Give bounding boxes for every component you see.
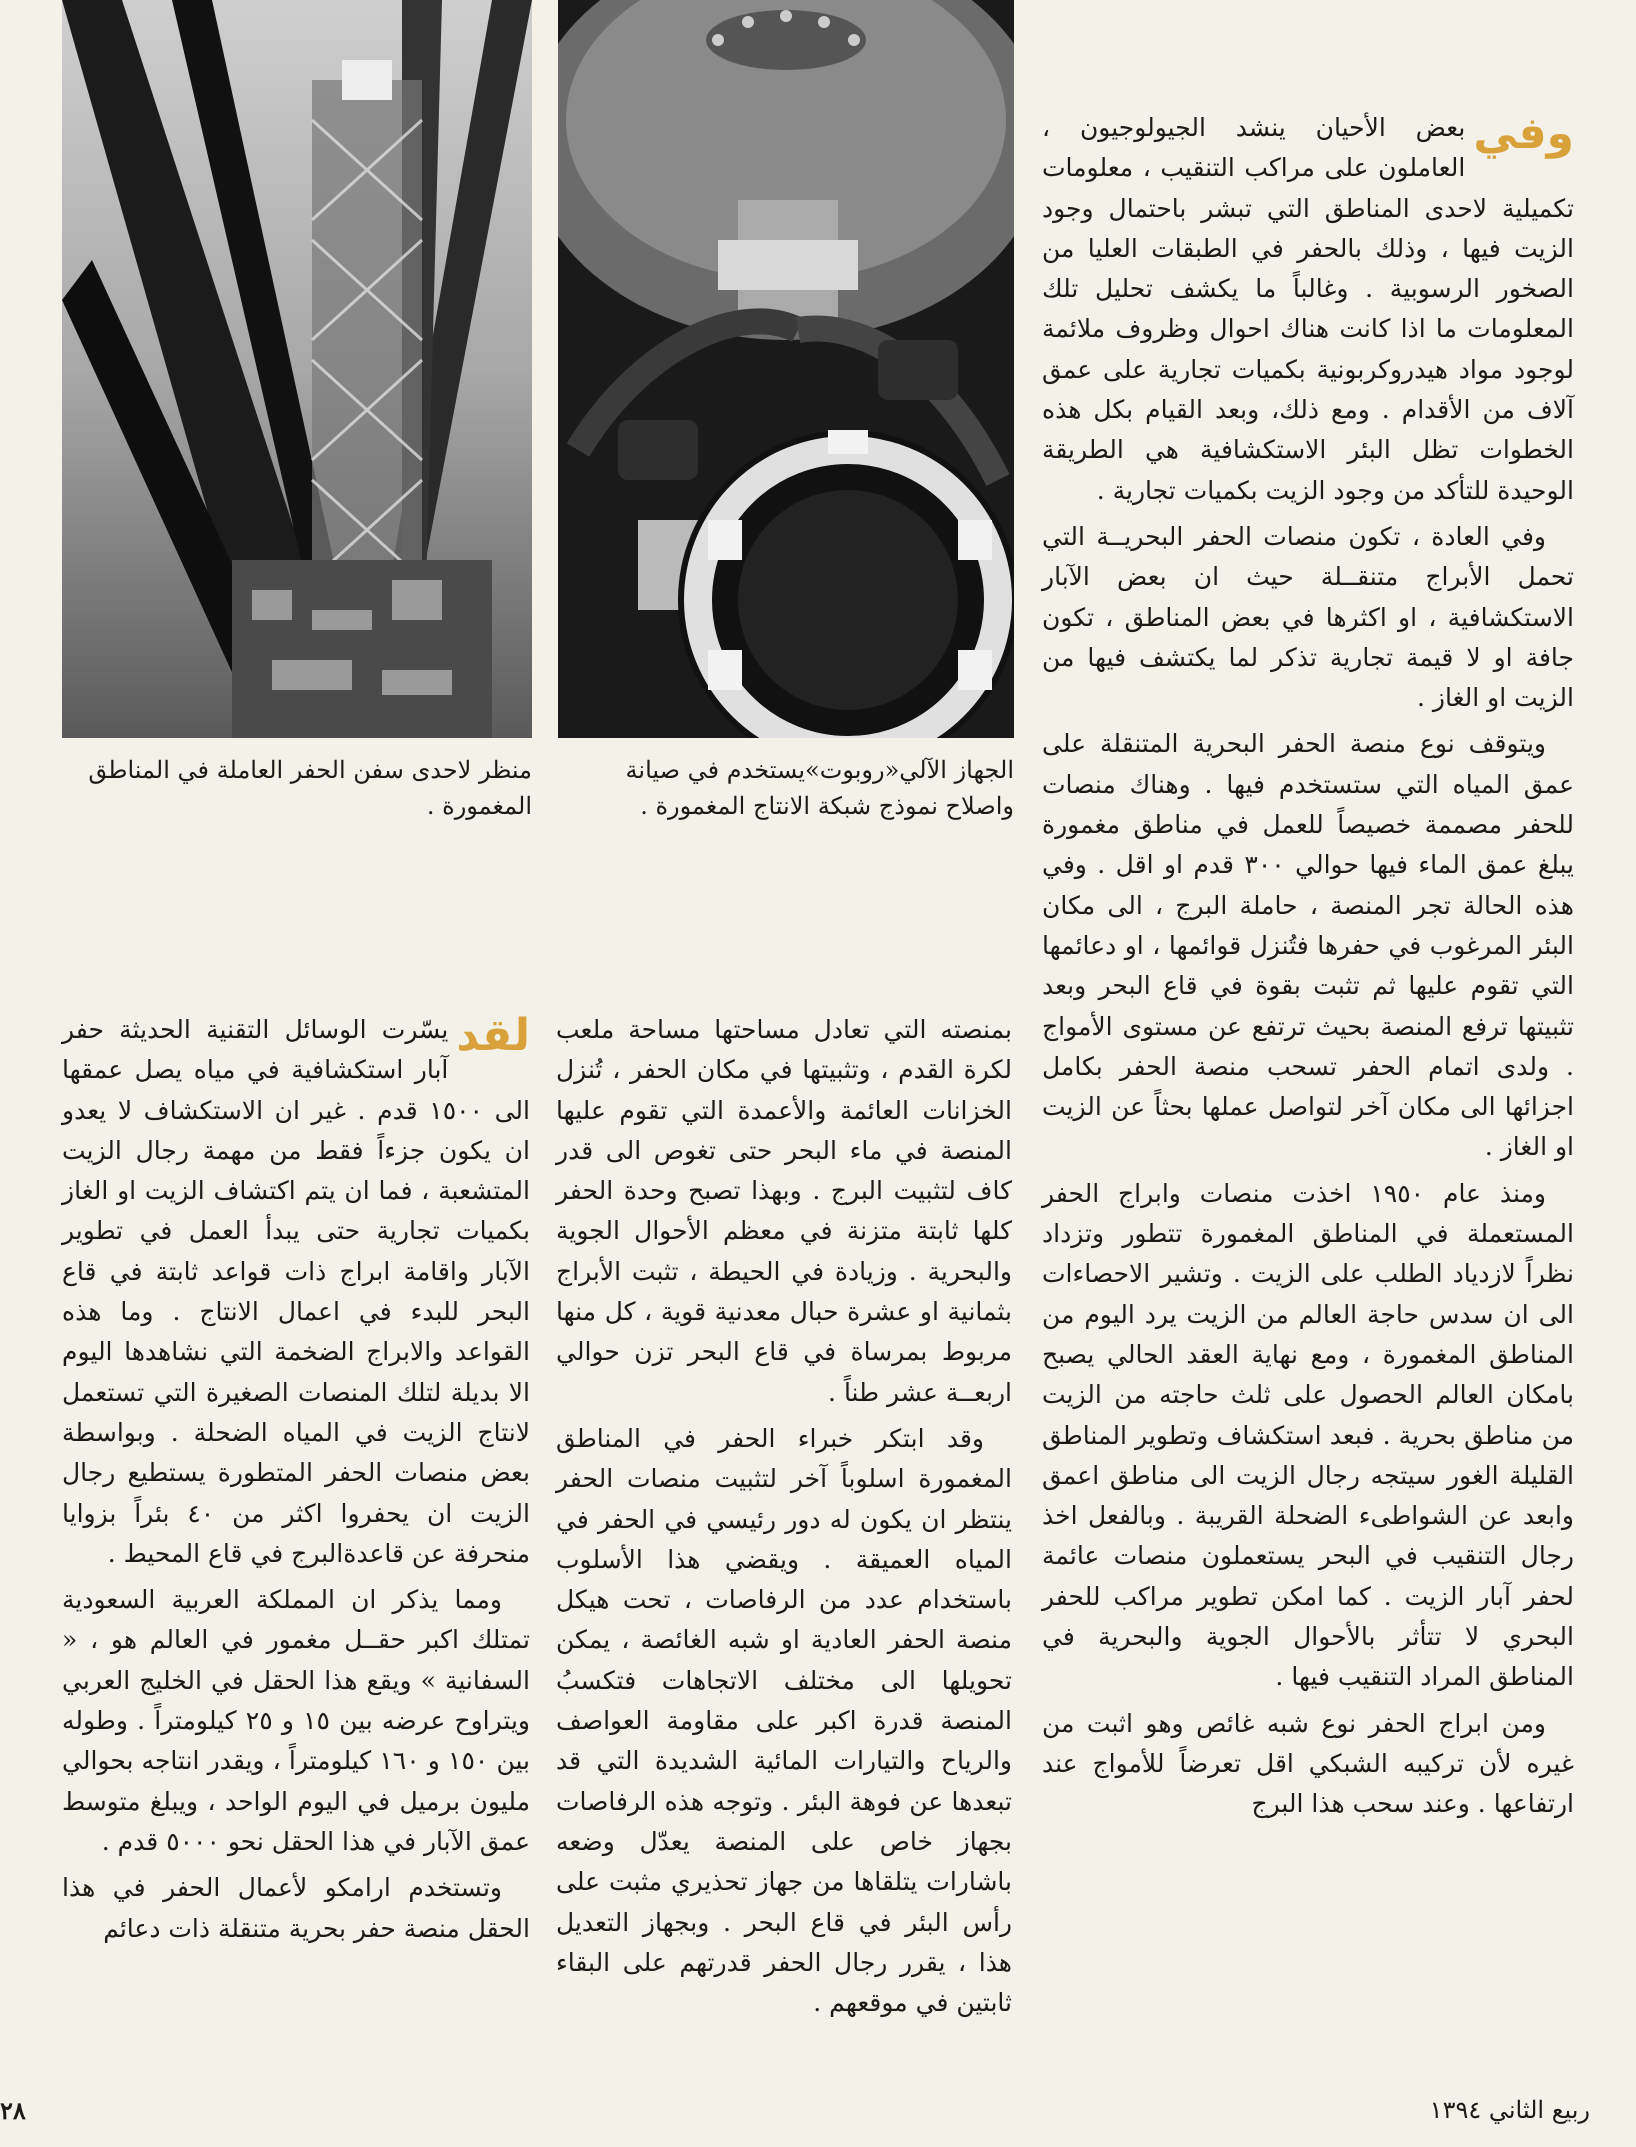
paragraph: ومن ابراج الحفر نوع شبه غائص وهو اثبت من غيره لأن تركيبه الشبكي اقل تعرضاً للأمواج عند ارتفاعها . وعند سحب هذا البرج: [1042, 1708, 1574, 1819]
article-column-middle: [556, 1010, 1012, 2029]
paragraph-text: بعض الأحيان ينشد الجيولوجيون ، العاملون على مراكب التنقيب ، معلومات تكميلية لاحدى المناطق التي تبشر باحتمال وجود الزيت فيها ، وذلك بالحفر في الطبقات العليا من الصخور الرسوبية . وغالباً ما يكشف تحليل تلك المعلومات ما اذا كانت هناك احوال وظروف ملائمة لوجود مواد هيدروكربونية بكميات تجارية على عمق آلاف من الأقدام . ومع ذلك، وبعد القيام بكل هذه الخطوات تظل البئر الاستكشافية هي الطريقة الوحيدة للتأكد من وجود الزيت بكميات تجارية .: [1042, 113, 1574, 505]
paragraph-text: يسّرت الوسائل التقنية الحديثة حفر آبار استكشافية في مياه يصل عمقها الى ١٥٠٠ قدم . غير ان الاستكشاف لا يعدو ان يكون جزءاً فقط من مهمة رجال الزيت المتشعبة ، فما ان يتم اكتشاف الزيت او الغاز بكميات تجارية حتى يبدأ العمل في تطوير الآبار واقامة ابراج ذات قواعد ثابتة في قاع البحر للبدء في اعمال الانتاج . وما هذه القواعد والابراج الضخمة التي نشاهدها اليوم الا بديلة لتلك المنصات الصغيرة التي تستعمل لانتاج الزيت في المياه الضحلة . وبواسطة بعض منصات الحفر المتطورة يستطيع رجال الزيت ان يحفروا اكثر من ٤٠ بئراً بزوايا منحرفة عن قاعدةالبرج في قاع المحيط .: [62, 1015, 530, 1568]
article-column-left: [62, 1010, 530, 1955]
paragraph: ومما يذكر ان المملكة العربية السعودية تمتلك اكبر حقــل مغمور في العالم هو ، « السفانية » ويقع هذا الحقل في الخليج العربي ويتراوح عرضه بين ١٥ و ٢٥ كيلومتراً . وطوله بين ١٥٠ و ١٦٠ كيلومتراً ، ويقدر انتاجه بحوالي مليون برميل في اليوم الواحد ، ويبلغ متوسط عمق الآبار في هذا الحقل نحو ٥٠٠٠ قدم .: [62, 1585, 530, 1856]
drop-cap: لقد: [456, 1010, 530, 1061]
paragraph: وتستخدم ارامكو لأعمال الحفر في هذا الحقل منصة حفر بحرية متنقلة ذات دعائم: [62, 1873, 530, 1943]
photo-caption-robot: الجهاز الآلي«روبوت»يستخدم في صيانة واصلاح نموذج شبكة الانتاج المغمورة .: [625, 756, 1014, 820]
photo-caption-rig: منظر لاحدى سفن الحفر العاملة في المناطق المغمورة .: [88, 756, 532, 820]
drop-cap: وفي: [1473, 108, 1574, 159]
paragraph: [1042, 108, 1574, 511]
paragraph: وفي العادة ، تكون منصات الحفر البحريــة التي تحمل الأبراج متنقــلة حيث ان بعض الآبار الاستكشافية ، او اكثرها في بعض المناطق ، تكون جافة او لا قيمة تجارية تذكر لما يكتشف فيها من الزيت او الغاز .: [1042, 521, 1574, 713]
issue-date: ربيع الثاني ١٣٩٤: [1429, 2096, 1590, 2124]
drilling-rig-photo: [62, 0, 532, 738]
paragraph: [62, 1010, 530, 1574]
article-column-right: [1042, 108, 1574, 1830]
page-number: ٢٨: [0, 2096, 26, 2125]
paragraph: ويتوقف نوع منصة الحفر البحرية المتنقلة على عمق المياه التي ستستخدم فيها . وهناك منصات للحفر مصممة خصيصاً للعمل في مناطق مغمورة يبلغ عمق الماء فيها حوالي ٣٠٠ قدم او اقل . وفي هذه الحالة تجر المنصة ، حاملة البرج ، الى مكان البئر المرغوب في حفرها فتُنزل قوائمها ، او دعائمها التي تقوم عليها ثم تثبت بقوة في قاع البحر وبعد تثبيتها ترفع المنصة بحيث ترتفع عن مستوى الأمواج . ولدى اتمام الحفر تسحب منصة الحفر بكامل اجزائها الى مكان آخر لتواصل عملها بحثاً عن الزيت او الغاز .: [1042, 729, 1574, 1162]
robot-maintenance-photo: [558, 0, 1014, 738]
paragraph: ومنذ عام ١٩٥٠ اخذت منصات وابراج الحفر المستعملة في المناطق المغمورة تتطور وتزداد نظراً لازدياد الطلب على الزيت . وتشير الاحصاءات الى ان سدس حاجة العالم من الزيت يرد اليوم من المناطق المغمورة ، ومع نهاية العقد الحالي يصبح بامكان العالم الحصول على ثلث حاجته من الزيت من مناطق بحرية . فبعد استكشاف وتطوير المناطق القليلة الغور سيتجه رجال الزيت الى مناطق اعمق وابعد عن الشواطىء الضحلة القريبة . وبالفعل اخذ رجال التنقيب في البحر يستعملون منصات عائمة لحفر آبار الزيت . كما امكن تطوير مراكب للحفر البحري لا تتأثر بالأحوال الجوية والبحرية في المناطق المراد التنقيب فيها .: [1042, 1178, 1574, 1692]
paragraph: بمنصته التي تعادل مساحتها مساحة ملعب لكرة القدم ، وتثبيتها في مكان الحفر ، تُنزل الخزانات العائمة والأعمدة التي تقوم عليها المنصة في ماء البحر حتى تغوص الى قدر كاف لتثبيت البرج . وبهذا تصبح وحدة الحفر كلها ثابتة متزنة في معظم الأحوال الجوية والبحرية . وزيادة في الحيطة ، تثبت الأبراج بثمانية او عشرة حبال معدنية قوية ، كل منها مربوط بمرساة في قاع البحر تزن حوالي اربعــة عشر طناً .: [556, 1015, 1012, 1407]
paragraph: وقد ابتكر خبراء الحفر في المناطق المغمورة اسلوباً آخر لتثبيت منصات الحفر ينتظر ان يكون له دور رئيسي في الحفر في المياه العميقة . ويقضي هذا الأسلوب باستخدام عدد من الرفاصات ، تحت هيكل منصة الحفر العادية او شبه الغائصة ، يمكن تحويلها الى مختلف الاتجاهات فتكسبُ المنصة قدرة اكبر على مقاومة العواصف والرياح والتيارات المائية الشديدة التي قد تبعدها عن فوهة البئر . وتوجه هذه الرفاصات بجهاز خاص على المنصة يعدّل وضعه باشارات يتلقاها من جهاز تحذيري مثبت على رأس البئر في قاع البحر . وبجهاز التعديل هذا ، يقرر رجال الحفر قدرتهم على البقاء ثابتين في موقعهم .: [556, 1423, 1012, 2018]
